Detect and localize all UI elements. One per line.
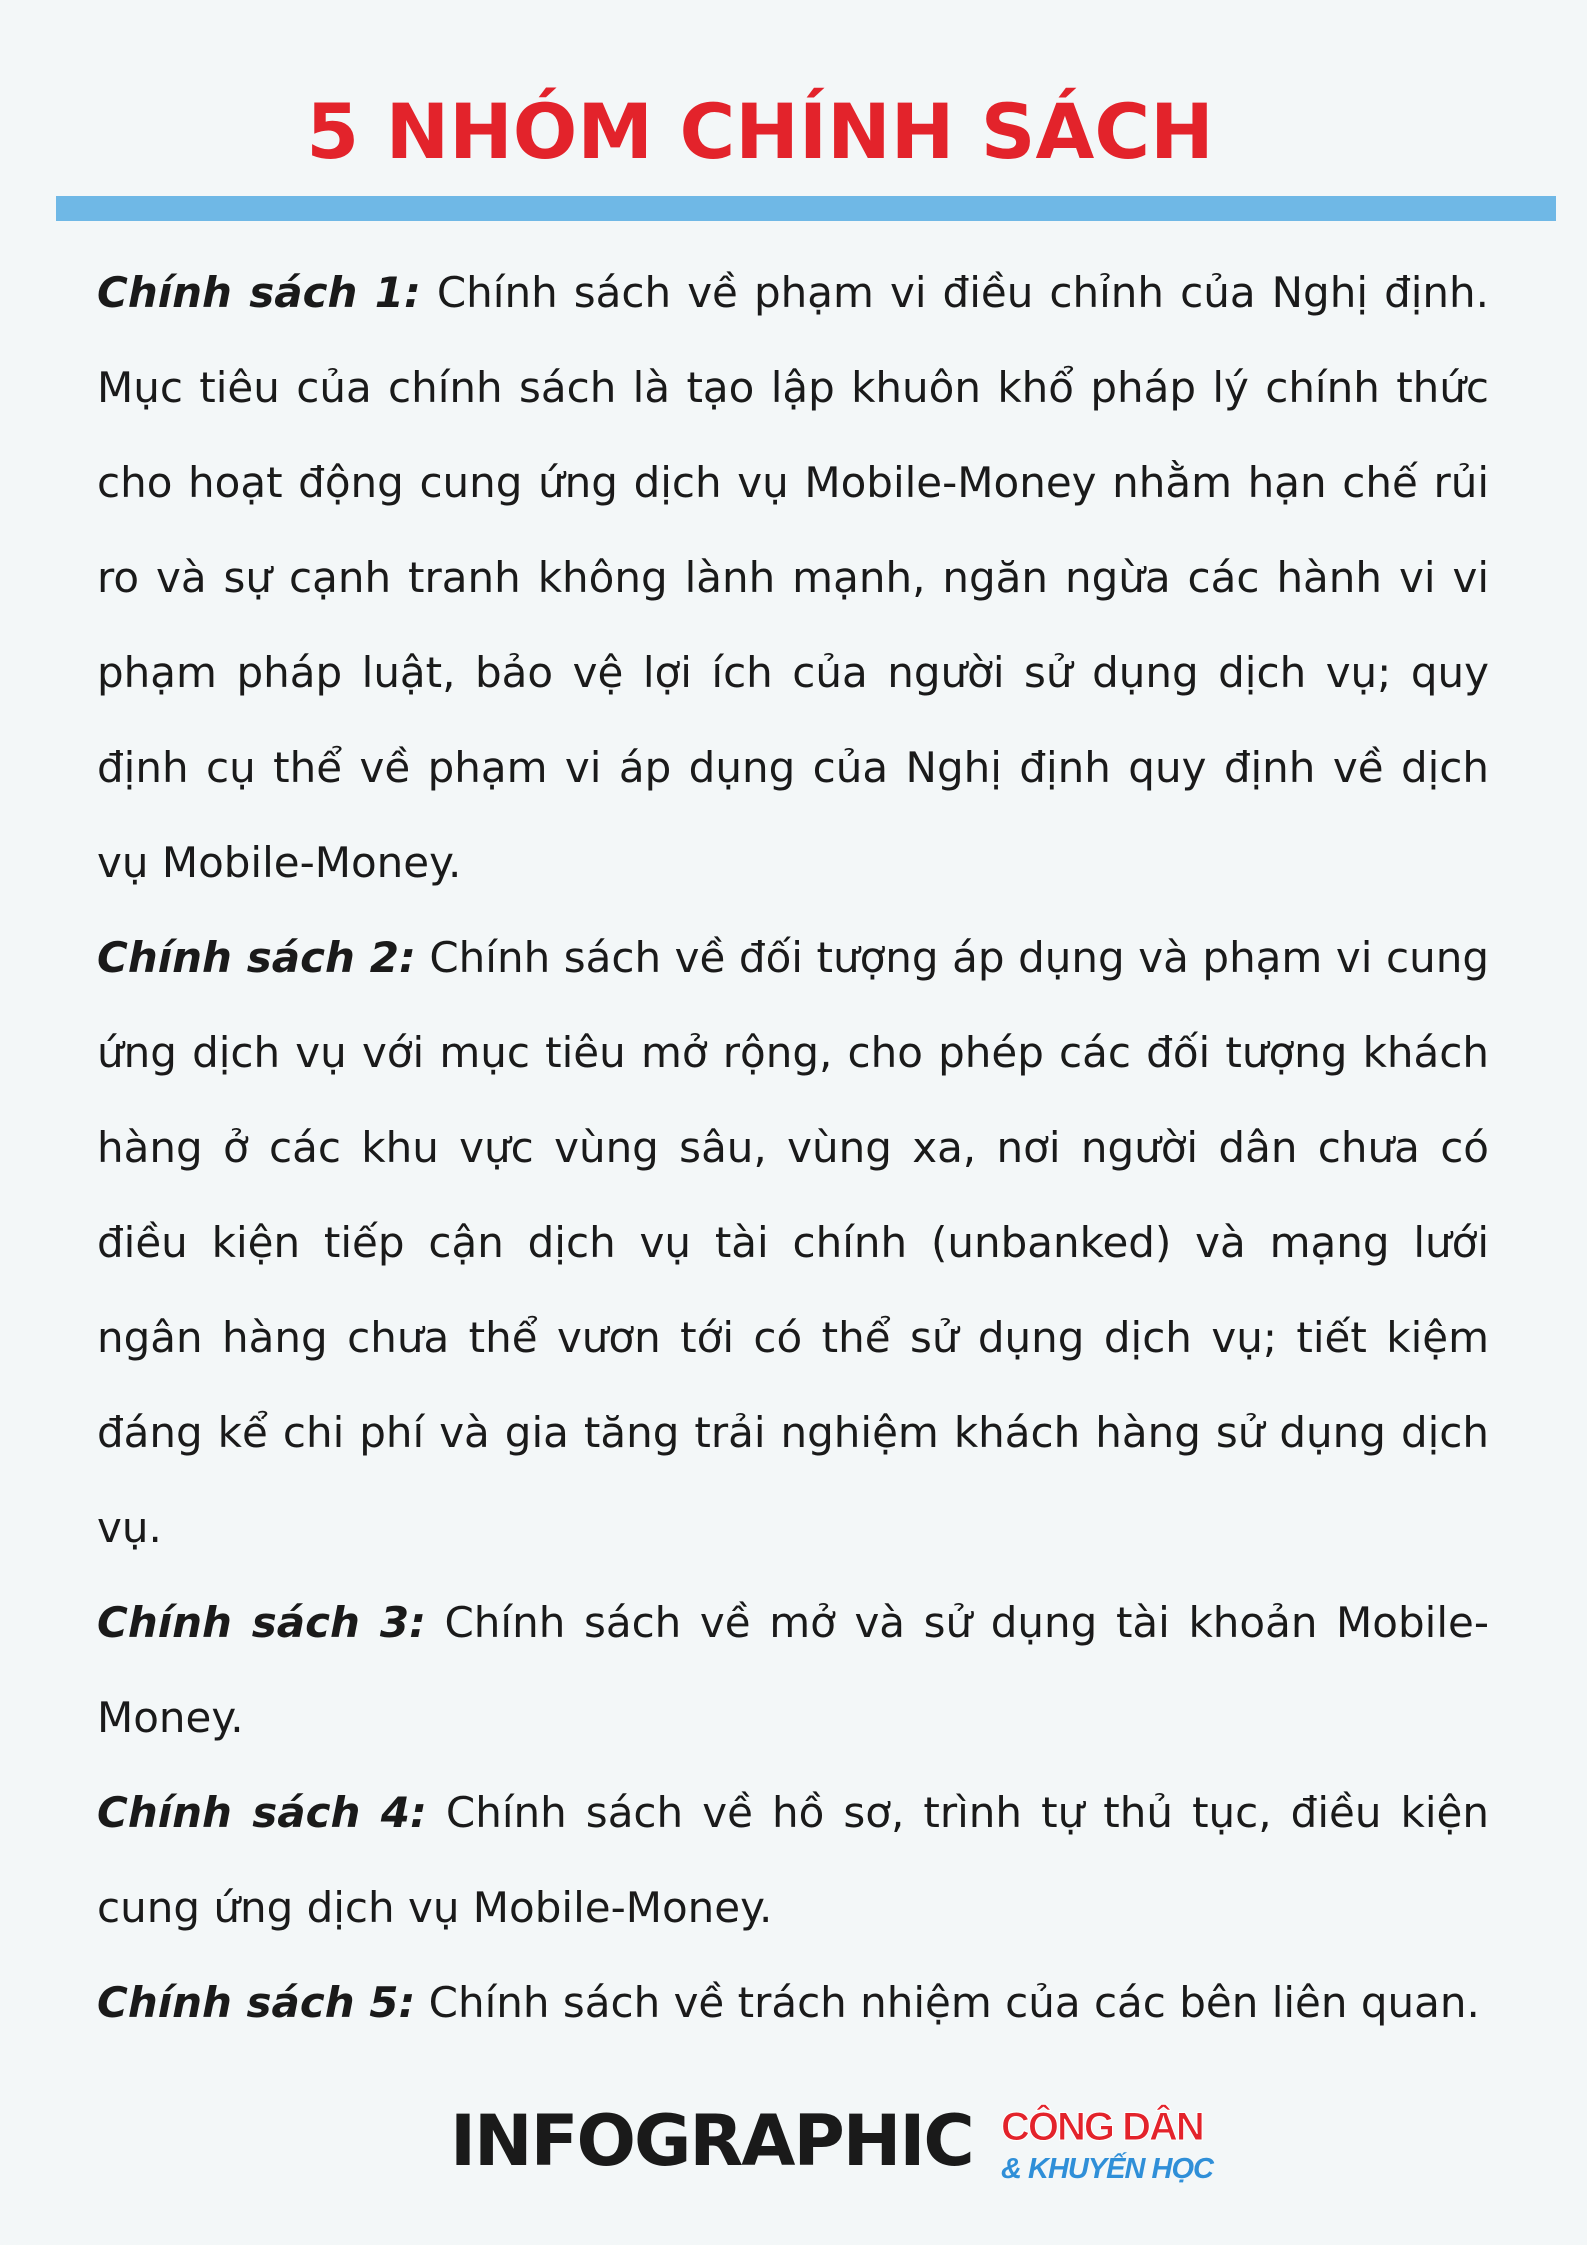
- policy-label: Chính sách 5:: [97, 1978, 416, 2027]
- policy-text: Chính sách về hồ sơ, trình tự thủ tục, điều kiện cung ứng dịch vụ Mobile-Money.: [97, 1788, 1490, 1932]
- title-divider: [56, 196, 1556, 221]
- policy-text: Chính sách về trách nhiệm của các bên liên quan.: [415, 1978, 1480, 2027]
- policy-item-4: [97, 1765, 1489, 1955]
- policy-label: Chính sách 2:: [97, 933, 416, 982]
- policy-item-2: [97, 910, 1489, 1575]
- policy-text: Chính sách về đối tượng áp dụng và phạm vi cung ứng dịch vụ với mục tiêu mở rộng, cho phép các đối tượng khách hàng ở các khu vực vùng sâu, vùng xa, nơi người dân chưa có điều kiện tiếp cận dịch vụ tài chính (unbanked) và mạng lưới ngân hàng chưa thể vươn tới có thể sử dụng dịch vụ; tiết kiệm đáng kể chi phí và gia tăng trải nghiệm khách hàng sử dụng dịch vụ.: [97, 933, 1489, 1552]
- policy-item-1: [97, 245, 1489, 910]
- logo-line-2: & KHUYẾN HỌC: [1001, 2153, 1213, 2185]
- policy-item-5: [97, 1955, 1489, 2050]
- policy-list: [97, 245, 1489, 2050]
- infographic-brand: INFOGRAPHIC: [450, 2100, 973, 2182]
- policy-label: Chính sách 1:: [97, 268, 421, 317]
- footer: [0, 2090, 1587, 2200]
- policy-text: Chính sách về mở và sử dụng tài khoản Mobile-Money.: [97, 1598, 1489, 1742]
- policy-text: Chính sách về phạm vi điều chỉnh của Nghị định. Mục tiêu của chính sách là tạo lập khuôn khổ pháp lý chính thức cho hoạt động cung ứng dịch vụ Mobile-Money nhằm hạn chế rủi ro và sự cạnh tranh không lành mạnh, ngăn ngừa các hành vi vi phạm pháp luật, bảo vệ lợi ích của người sử dụng dịch vụ; quy định cụ thể về phạm vi áp dụng của Nghị định quy định về dịch vụ Mobile-Money.: [97, 268, 1489, 887]
- policy-item-3: [97, 1575, 1489, 1765]
- logo-line-1: CÔNG DÂN: [1001, 2105, 1203, 2149]
- policy-label: Chính sách 3:: [97, 1598, 426, 1647]
- cong-dan-khuyen-hoc-logo: [995, 2102, 1255, 2192]
- policy-label: Chính sách 4:: [97, 1788, 427, 1837]
- page-title: 5 NHÓM CHÍNH SÁCH: [306, 87, 1214, 176]
